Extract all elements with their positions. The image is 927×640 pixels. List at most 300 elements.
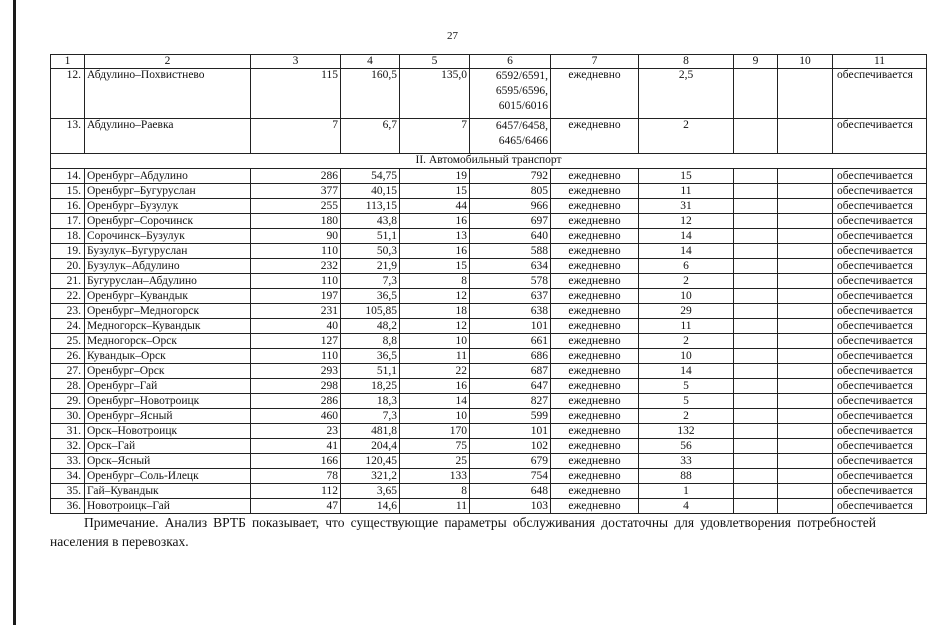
provision-status: обеспечивается <box>833 349 927 364</box>
cell-col-9 <box>734 409 778 424</box>
table-row <box>51 469 927 484</box>
cell-col-4: 43,8 <box>341 214 400 229</box>
cell-col-4: 51,1 <box>341 364 400 379</box>
cell-col-5: 170 <box>400 424 470 439</box>
cell-col-3: 286 <box>251 169 341 184</box>
cell-col-10 <box>778 424 833 439</box>
frequency: ежедневно <box>551 439 639 454</box>
column-number: 11 <box>833 55 927 69</box>
cell-col-5: 18 <box>400 304 470 319</box>
cell-col-6: 634 <box>470 259 551 274</box>
frequency: ежедневно <box>551 199 639 214</box>
cell-col-9 <box>734 334 778 349</box>
column-number: 10 <box>778 55 833 69</box>
cell-col-8: 15 <box>639 169 734 184</box>
train-number-line: 6465/6466 <box>498 135 548 147</box>
cell-col-9 <box>734 379 778 394</box>
cell-col-5: 25 <box>400 454 470 469</box>
cell-col-3: 90 <box>251 229 341 244</box>
provision-status: обеспечивается <box>833 334 927 349</box>
row-number: 26. <box>51 349 85 364</box>
cell-col-5: 11 <box>400 499 470 514</box>
table-row <box>51 119 927 154</box>
table-row <box>51 424 927 439</box>
cell-col-4: 14,6 <box>341 499 400 514</box>
frequency: ежедневно <box>551 289 639 304</box>
cell-col-8: 5 <box>639 379 734 394</box>
cell-col-8: 33 <box>639 454 734 469</box>
frequency: ежедневно <box>551 259 639 274</box>
note-paragraph: Примечание. Анализ ВРТБ показывает, что существующие параметры обслуживания достаточны для удовлетворения потребностей населения в перевозках. <box>50 515 876 549</box>
route-name: Орск–Гай <box>85 439 251 454</box>
cell-col-8: 2 <box>639 119 734 154</box>
cell-col-3: 255 <box>251 199 341 214</box>
provision-status: обеспечивается <box>833 229 927 244</box>
route-name: Абдулино–Раевка <box>85 119 251 154</box>
row-number: 29. <box>51 394 85 409</box>
row-number: 33. <box>51 454 85 469</box>
cell-col-5: 10 <box>400 334 470 349</box>
route-name: Абдулино–Похвистнево <box>85 69 251 119</box>
cell-col-6: 578 <box>470 274 551 289</box>
train-number-line: 6457/6458, <box>495 120 548 132</box>
cell-col-3: 78 <box>251 469 341 484</box>
cell-col-3: 460 <box>251 409 341 424</box>
cell-col-3: 127 <box>251 334 341 349</box>
cell-col-8: 14 <box>639 364 734 379</box>
frequency: ежедневно <box>551 304 639 319</box>
cell-col-4: 8,8 <box>341 334 400 349</box>
cell-col-3: 115 <box>251 69 341 119</box>
cell-col-10 <box>778 259 833 274</box>
cell-col-9 <box>734 199 778 214</box>
cell-col-5: 15 <box>400 184 470 199</box>
cell-col-6: 640 <box>470 229 551 244</box>
cell-col-4: 7,3 <box>341 409 400 424</box>
cell-col-9 <box>734 469 778 484</box>
cell-col-6: 647 <box>470 379 551 394</box>
cell-col-8: 11 <box>639 184 734 199</box>
cell-col-3: 7 <box>251 119 341 154</box>
provision-status: обеспечивается <box>833 259 927 274</box>
row-number: 31. <box>51 424 85 439</box>
provision-status: обеспечивается <box>833 274 927 289</box>
table-row <box>51 349 927 364</box>
cell-col-3: 180 <box>251 214 341 229</box>
provision-status: обеспечивается <box>833 394 927 409</box>
cell-col-5: 12 <box>400 319 470 334</box>
cell-col-6: 697 <box>470 214 551 229</box>
cell-col-4: 481,8 <box>341 424 400 439</box>
row-number: 16. <box>51 199 85 214</box>
route-name: Оренбург–Абдулино <box>85 169 251 184</box>
row-number: 18. <box>51 229 85 244</box>
cell-col-9 <box>734 69 778 119</box>
cell-col-5: 8 <box>400 274 470 289</box>
cell-col-8: 10 <box>639 349 734 364</box>
row-number: 30. <box>51 409 85 424</box>
cell-col-3: 40 <box>251 319 341 334</box>
cell-col-4: 7,3 <box>341 274 400 289</box>
train-number-line: 6595/6596, <box>495 85 548 97</box>
cell-col-6: 588 <box>470 244 551 259</box>
cell-col-10 <box>778 334 833 349</box>
cell-col-5: 11 <box>400 349 470 364</box>
cell-col-4: 18,25 <box>341 379 400 394</box>
cell-col-6: 101 <box>470 319 551 334</box>
table-row <box>51 484 927 499</box>
route-name: Оренбург–Новотроицк <box>85 394 251 409</box>
row-number: 23. <box>51 304 85 319</box>
table-row <box>51 199 927 214</box>
route-name: Кувандык–Орск <box>85 349 251 364</box>
train-numbers <box>470 119 551 154</box>
section-header-row <box>51 154 927 169</box>
cell-col-10 <box>778 439 833 454</box>
cell-col-3: 293 <box>251 364 341 379</box>
cell-col-5: 14 <box>400 394 470 409</box>
frequency: ежедневно <box>551 409 639 424</box>
cell-col-8: 4 <box>639 499 734 514</box>
cell-col-8: 5 <box>639 394 734 409</box>
provision-status: обеспечивается <box>833 119 927 154</box>
cell-col-5: 133 <box>400 469 470 484</box>
cell-col-8: 29 <box>639 304 734 319</box>
row-number: 17. <box>51 214 85 229</box>
provision-status: обеспечивается <box>833 379 927 394</box>
cell-col-8: 1 <box>639 484 734 499</box>
cell-col-8: 56 <box>639 439 734 454</box>
cell-col-9 <box>734 244 778 259</box>
cell-col-3: 23 <box>251 424 341 439</box>
cell-col-8: 14 <box>639 244 734 259</box>
cell-col-4: 3,65 <box>341 484 400 499</box>
cell-col-5: 16 <box>400 214 470 229</box>
cell-col-8: 88 <box>639 469 734 484</box>
route-name: Оренбург–Ясный <box>85 409 251 424</box>
frequency: ежедневно <box>551 334 639 349</box>
table-row <box>51 69 927 119</box>
train-number-line: 6015/6016 <box>498 100 548 112</box>
cell-col-9 <box>734 304 778 319</box>
cell-col-8: 31 <box>639 199 734 214</box>
cell-col-10 <box>778 409 833 424</box>
frequency: ежедневно <box>551 499 639 514</box>
cell-col-4: 6,7 <box>341 119 400 154</box>
frequency: ежедневно <box>551 424 639 439</box>
provision-status: обеспечивается <box>833 454 927 469</box>
cell-col-9 <box>734 274 778 289</box>
cell-col-5: 10 <box>400 409 470 424</box>
cell-col-5: 22 <box>400 364 470 379</box>
provision-status: обеспечивается <box>833 499 927 514</box>
cell-col-3: 41 <box>251 439 341 454</box>
route-name: Орск–Ясный <box>85 454 251 469</box>
frequency: ежедневно <box>551 454 639 469</box>
cell-col-9 <box>734 439 778 454</box>
cell-col-5: 15 <box>400 259 470 274</box>
cell-col-10 <box>778 454 833 469</box>
frequency: ежедневно <box>551 469 639 484</box>
column-number: 7 <box>551 55 639 69</box>
table-row <box>51 289 927 304</box>
table-row <box>51 229 927 244</box>
frequency: ежедневно <box>551 119 639 154</box>
cell-col-6: 687 <box>470 364 551 379</box>
cell-col-3: 110 <box>251 244 341 259</box>
route-name: Новотроицк–Гай <box>85 499 251 514</box>
table-row <box>51 454 927 469</box>
frequency: ежедневно <box>551 244 639 259</box>
cell-col-3: 298 <box>251 379 341 394</box>
cell-col-6: 661 <box>470 334 551 349</box>
route-name: Сорочинск–Бузулук <box>85 229 251 244</box>
cell-col-6: 638 <box>470 304 551 319</box>
row-number: 20. <box>51 259 85 274</box>
train-numbers <box>470 69 551 119</box>
cell-col-6: 686 <box>470 349 551 364</box>
cell-col-3: 47 <box>251 499 341 514</box>
route-name: Орск–Новотроицк <box>85 424 251 439</box>
route-name: Оренбург–Гай <box>85 379 251 394</box>
cell-col-10 <box>778 304 833 319</box>
table-row <box>51 184 927 199</box>
page-edge-bar <box>13 0 16 625</box>
provision-status: обеспечивается <box>833 214 927 229</box>
cell-col-10 <box>778 274 833 289</box>
cell-col-10 <box>778 364 833 379</box>
row-number: 22. <box>51 289 85 304</box>
table-row <box>51 334 927 349</box>
column-number: 6 <box>470 55 551 69</box>
cell-col-4: 36,5 <box>341 289 400 304</box>
provision-status: обеспечивается <box>833 184 927 199</box>
route-name: Бузулук–Абдулино <box>85 259 251 274</box>
cell-col-9 <box>734 214 778 229</box>
cell-col-6: 805 <box>470 184 551 199</box>
cell-col-8: 2 <box>639 274 734 289</box>
provision-status: обеспечивается <box>833 424 927 439</box>
provision-status: обеспечивается <box>833 439 927 454</box>
frequency: ежедневно <box>551 69 639 119</box>
route-name: Гай–Кувандык <box>85 484 251 499</box>
cell-col-10 <box>778 199 833 214</box>
row-number: 24. <box>51 319 85 334</box>
table-row <box>51 274 927 289</box>
cell-col-5: 19 <box>400 169 470 184</box>
cell-col-10 <box>778 499 833 514</box>
cell-col-5: 16 <box>400 379 470 394</box>
provision-status: обеспечивается <box>833 409 927 424</box>
cell-col-3: 110 <box>251 349 341 364</box>
cell-col-8: 12 <box>639 214 734 229</box>
row-number: 34. <box>51 469 85 484</box>
cell-col-10 <box>778 229 833 244</box>
cell-col-10 <box>778 289 833 304</box>
cell-col-5: 135,0 <box>400 69 470 119</box>
cell-col-6: 966 <box>470 199 551 214</box>
row-number: 25. <box>51 334 85 349</box>
cell-col-3: 197 <box>251 289 341 304</box>
cell-col-4: 36,5 <box>341 349 400 364</box>
cell-col-9 <box>734 169 778 184</box>
cell-col-9 <box>734 119 778 154</box>
cell-col-8: 10 <box>639 289 734 304</box>
column-number: 2 <box>85 55 251 69</box>
cell-col-9 <box>734 364 778 379</box>
route-name: Оренбург–Орск <box>85 364 251 379</box>
cell-col-9 <box>734 184 778 199</box>
row-number: 19. <box>51 244 85 259</box>
table-row <box>51 364 927 379</box>
cell-col-8: 14 <box>639 229 734 244</box>
cell-col-10 <box>778 119 833 154</box>
cell-col-4: 50,3 <box>341 244 400 259</box>
table-row <box>51 214 927 229</box>
cell-col-6: 599 <box>470 409 551 424</box>
cell-col-6: 101 <box>470 424 551 439</box>
cell-col-3: 110 <box>251 274 341 289</box>
column-number: 4 <box>341 55 400 69</box>
routes-table <box>50 54 927 514</box>
table-row <box>51 379 927 394</box>
cell-col-6: 679 <box>470 454 551 469</box>
route-name: Бугуруслан–Абдулино <box>85 274 251 289</box>
table-row <box>51 439 927 454</box>
frequency: ежедневно <box>551 214 639 229</box>
row-number: 14. <box>51 169 85 184</box>
column-number: 9 <box>734 55 778 69</box>
cell-col-8: 2,5 <box>639 69 734 119</box>
frequency: ежедневно <box>551 169 639 184</box>
route-name: Бузулук–Бугуруслан <box>85 244 251 259</box>
cell-col-6: 754 <box>470 469 551 484</box>
cell-col-9 <box>734 349 778 364</box>
cell-col-8: 132 <box>639 424 734 439</box>
cell-col-10 <box>778 349 833 364</box>
frequency: ежедневно <box>551 319 639 334</box>
provision-status: обеспечивается <box>833 289 927 304</box>
cell-col-10 <box>778 214 833 229</box>
cell-col-5: 16 <box>400 244 470 259</box>
table-row <box>51 499 927 514</box>
cell-col-3: 231 <box>251 304 341 319</box>
cell-col-10 <box>778 394 833 409</box>
train-number-line: 6592/6591, <box>495 70 548 82</box>
cell-col-8: 2 <box>639 409 734 424</box>
column-number: 8 <box>639 55 734 69</box>
table-row <box>51 304 927 319</box>
section-title: II. Автомобильный транспорт <box>51 154 927 169</box>
cell-col-4: 105,85 <box>341 304 400 319</box>
row-number: 36. <box>51 499 85 514</box>
cell-col-4: 40,15 <box>341 184 400 199</box>
frequency: ежедневно <box>551 364 639 379</box>
cell-col-4: 120,45 <box>341 454 400 469</box>
row-number: 13. <box>51 119 85 154</box>
route-name: Оренбург–Сорочинск <box>85 214 251 229</box>
row-number: 15. <box>51 184 85 199</box>
row-number: 27. <box>51 364 85 379</box>
table-row <box>51 259 927 274</box>
cell-col-3: 377 <box>251 184 341 199</box>
route-name: Оренбург–Кувандык <box>85 289 251 304</box>
cell-col-3: 286 <box>251 394 341 409</box>
cell-col-8: 2 <box>639 334 734 349</box>
cell-col-9 <box>734 319 778 334</box>
cell-col-4: 51,1 <box>341 229 400 244</box>
cell-col-9 <box>734 259 778 274</box>
provision-status: обеспечивается <box>833 304 927 319</box>
cell-col-5: 13 <box>400 229 470 244</box>
cell-col-9 <box>734 484 778 499</box>
cell-col-9 <box>734 289 778 304</box>
cell-col-6: 792 <box>470 169 551 184</box>
provision-status: обеспечивается <box>833 244 927 259</box>
cell-col-9 <box>734 394 778 409</box>
route-name: Оренбург–Медногорск <box>85 304 251 319</box>
route-name: Медногорск–Кувандык <box>85 319 251 334</box>
cell-col-3: 232 <box>251 259 341 274</box>
provision-status: обеспечивается <box>833 364 927 379</box>
frequency: ежедневно <box>551 274 639 289</box>
cell-col-5: 8 <box>400 484 470 499</box>
cell-col-4: 21,9 <box>341 259 400 274</box>
route-name: Оренбург–Соль-Илецк <box>85 469 251 484</box>
table-row <box>51 409 927 424</box>
cell-col-9 <box>734 229 778 244</box>
cell-col-10 <box>778 244 833 259</box>
provision-status: обеспечивается <box>833 199 927 214</box>
cell-col-10 <box>778 184 833 199</box>
table-row <box>51 244 927 259</box>
row-number: 28. <box>51 379 85 394</box>
cell-col-4: 321,2 <box>341 469 400 484</box>
cell-col-5: 7 <box>400 119 470 154</box>
cell-col-6: 648 <box>470 484 551 499</box>
column-number: 5 <box>400 55 470 69</box>
cell-col-5: 75 <box>400 439 470 454</box>
provision-status: обеспечивается <box>833 484 927 499</box>
frequency: ежедневно <box>551 349 639 364</box>
cell-col-3: 112 <box>251 484 341 499</box>
cell-col-10 <box>778 319 833 334</box>
column-number: 1 <box>51 55 85 69</box>
frequency: ежедневно <box>551 229 639 244</box>
cell-col-4: 160,5 <box>341 69 400 119</box>
frequency: ежедневно <box>551 379 639 394</box>
cell-col-5: 12 <box>400 289 470 304</box>
column-number: 3 <box>251 55 341 69</box>
cell-col-10 <box>778 484 833 499</box>
table-row <box>51 394 927 409</box>
cell-col-4: 54,75 <box>341 169 400 184</box>
row-number: 21. <box>51 274 85 289</box>
cell-col-9 <box>734 454 778 469</box>
cell-col-4: 48,2 <box>341 319 400 334</box>
row-number: 32. <box>51 439 85 454</box>
cell-col-10 <box>778 379 833 394</box>
cell-col-9 <box>734 424 778 439</box>
page-number: 27 <box>447 30 458 42</box>
route-name: Медногорск–Орск <box>85 334 251 349</box>
cell-col-6: 827 <box>470 394 551 409</box>
provision-status: обеспечивается <box>833 469 927 484</box>
cell-col-6: 637 <box>470 289 551 304</box>
row-number: 35. <box>51 484 85 499</box>
cell-col-5: 44 <box>400 199 470 214</box>
cell-col-6: 103 <box>470 499 551 514</box>
